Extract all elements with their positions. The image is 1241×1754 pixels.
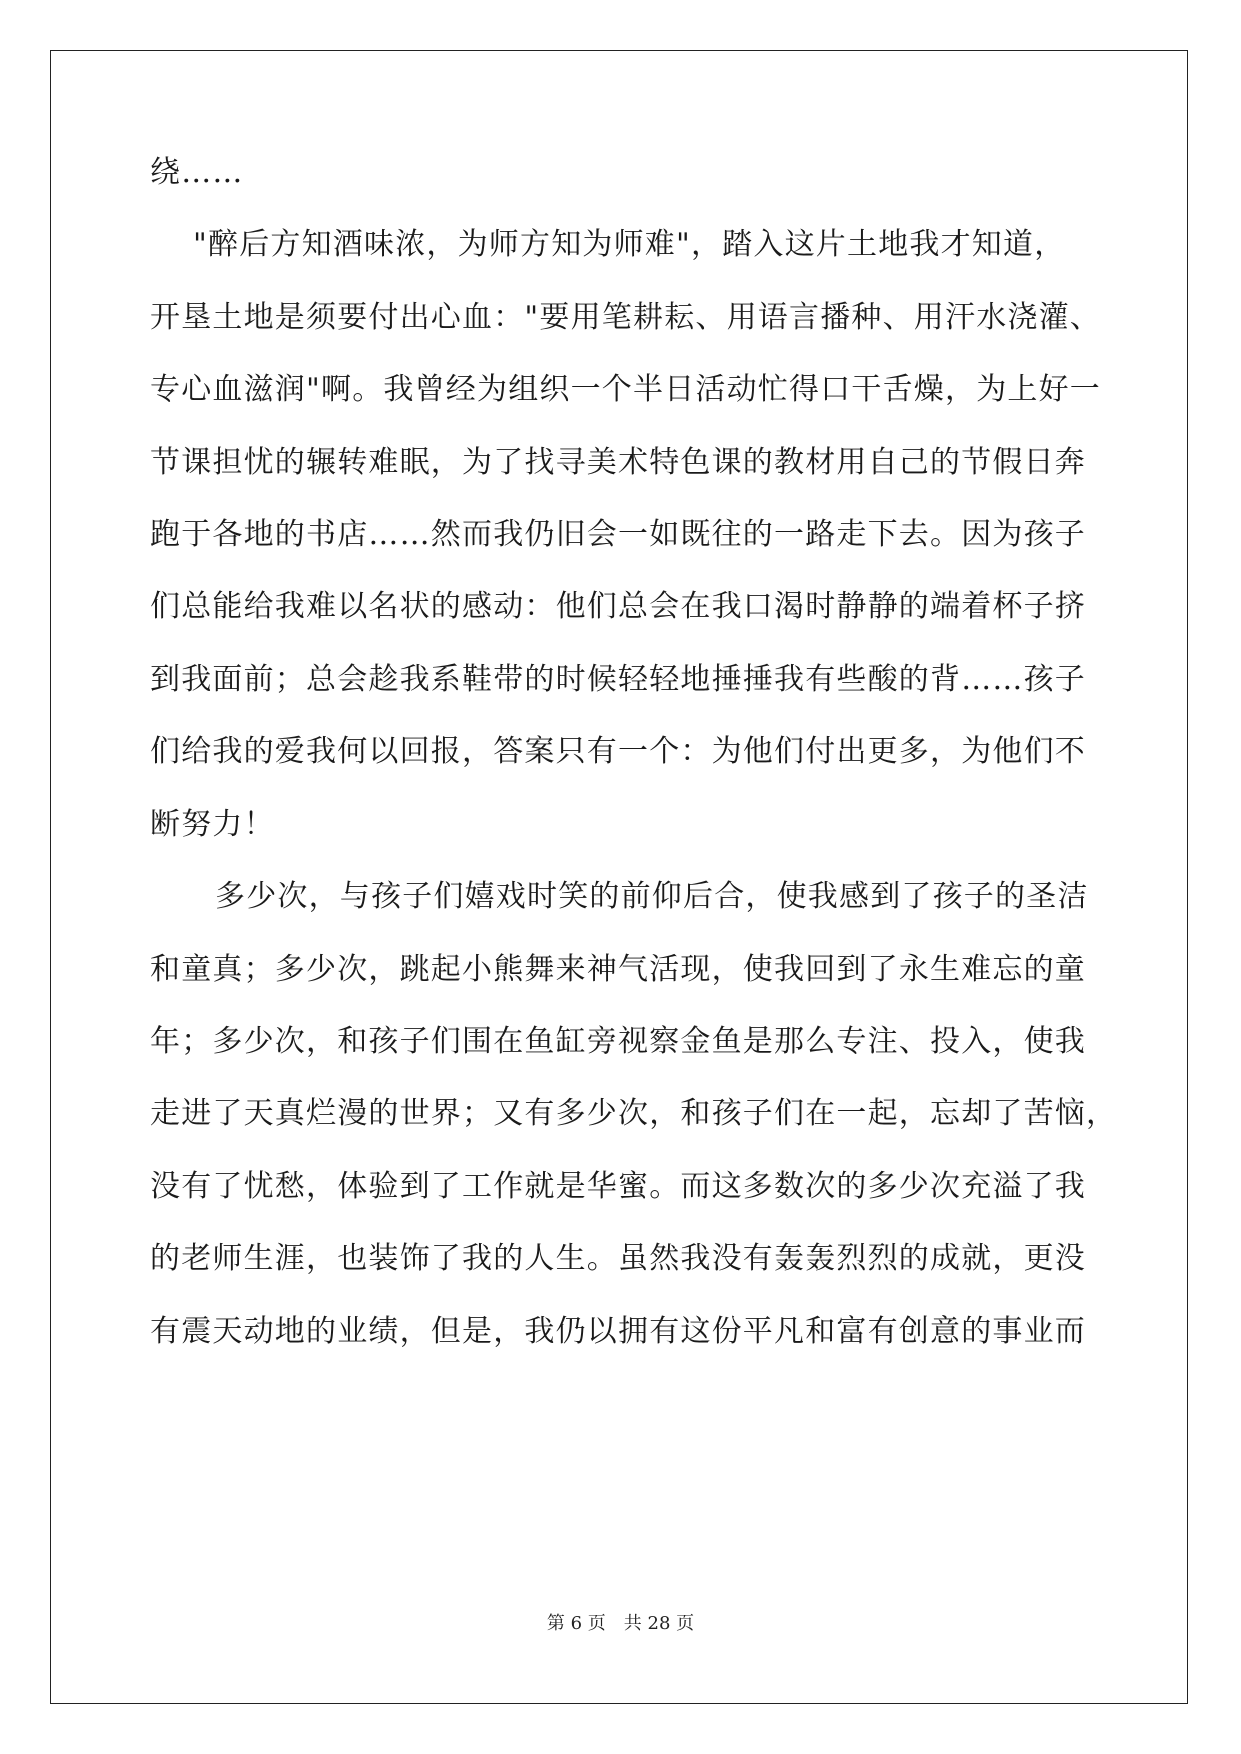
body-line: 和童真；多少次，跳起小熊舞来神气活现，使我回到了永生难忘的童 bbox=[150, 952, 1086, 987]
body-line: 节课担忧的辗转难眠，为了找寻美术特色课的教材用自己的节假日奔 bbox=[150, 445, 1086, 480]
body-line: 开垦土地是须要付出心血："要用笔耕耘、用语言播种、用汗水浇灌、 bbox=[150, 300, 1101, 335]
body-line: 多少次，与孩子们嬉戏时笑的前仰后合，使我感到了孩子的圣洁 bbox=[215, 879, 1089, 914]
body-line: 绕…… bbox=[150, 155, 244, 190]
body-line: "醉后方知酒味浓，为师方知为师难"，踏入这片土地我才知道， bbox=[193, 227, 1066, 262]
body-line: 走进了天真烂漫的世界；又有多少次，和孩子们在一起，忘却了苦恼， bbox=[150, 1096, 1118, 1131]
body-line: 专心血滋润"啊。我曾经为组织一个半日活动忙得口干舌燥，为上好一 bbox=[150, 372, 1101, 407]
body-line: 断努力！ bbox=[150, 807, 275, 842]
page-number: 第 6 页 共 28 页 bbox=[546, 1613, 695, 1634]
body-line: 年；多少次，和孩子们围在鱼缸旁视察金鱼是那么专注、投入，使我 bbox=[150, 1024, 1086, 1059]
body-line: 的老师生涯，也装饰了我的人生。虽然我没有轰轰烈烈的成就，更没 bbox=[150, 1241, 1086, 1276]
body-line: 没有了忧愁，体验到了工作就是华蜜。而这多数次的多少次充溢了我 bbox=[150, 1169, 1086, 1204]
body-line: 有震天动地的业绩，但是，我仍以拥有这份平凡和富有创意的事业而 bbox=[150, 1314, 1086, 1349]
body-line: 们给我的爱我何以回报，答案只有一个：为他们付出更多，为他们不 bbox=[150, 734, 1086, 769]
body-line: 跑于各地的书店……然而我仍旧会一如既往的一路走下去。因为孩子 bbox=[150, 517, 1086, 552]
body-line: 到我面前；总会趁我系鞋带的时候轻轻地捶捶我有些酸的背……孩子 bbox=[150, 662, 1086, 697]
body-line: 们总能给我难以名状的感动：他们总会在我口渴时静静的端着杯子挤 bbox=[150, 589, 1086, 624]
